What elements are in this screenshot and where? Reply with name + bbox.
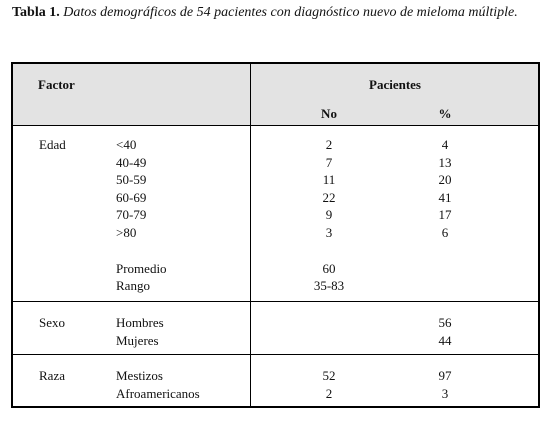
table-row [13, 172, 538, 190]
row-no: 52 [322, 368, 336, 383]
row-pct: 6 [441, 224, 449, 240]
section-raza [13, 368, 538, 403]
row-no: 35-83 [313, 278, 345, 294]
row-label: >80 [116, 224, 137, 240]
row-label: 60-69 [116, 189, 147, 205]
table-header [13, 64, 538, 126]
section-sexo [13, 315, 538, 350]
row-no: 22 [322, 189, 336, 205]
row-pct: 56 [438, 315, 452, 330]
row-no: 60 [322, 260, 336, 276]
row-label: Mujeres [116, 332, 159, 348]
section-divider [13, 354, 538, 355]
table-row [13, 386, 538, 404]
factor-sexo: Sexo [39, 315, 65, 330]
row-pct: 44 [438, 332, 452, 348]
table-caption [12, 3, 542, 22]
header-factor: Factor [38, 77, 75, 92]
row-label: Hombres [116, 315, 164, 330]
row-no: 2 [325, 137, 333, 152]
row-no: 9 [325, 207, 333, 223]
section-edad [13, 137, 538, 296]
edad-rows [13, 137, 538, 243]
table-row [13, 207, 538, 225]
column-divider [250, 64, 251, 406]
header-no: No [321, 106, 337, 121]
row-pct: 17 [438, 207, 452, 223]
row-label: Mestizos [116, 368, 163, 383]
section-divider [13, 301, 538, 302]
table-row [13, 155, 538, 173]
row-pct: 4 [441, 137, 449, 152]
row-label: 50-59 [116, 172, 147, 188]
table-row [13, 333, 538, 351]
factor-raza: Raza [39, 368, 65, 383]
table-row [13, 278, 538, 296]
row-pct: 41 [438, 189, 452, 205]
table-row [13, 368, 538, 386]
factor-edad: Edad [39, 137, 66, 152]
row-no: 3 [325, 224, 333, 240]
caption-label: Tabla 1. [12, 5, 60, 20]
table-row [13, 137, 538, 155]
row-label: Promedio [116, 260, 167, 276]
row-pct: 3 [441, 385, 449, 401]
table-row [13, 225, 538, 243]
header-pacientes: Pacientes [369, 77, 421, 92]
row-pct: 20 [438, 172, 452, 188]
row-label: <40 [116, 137, 137, 152]
row-no: 2 [325, 385, 333, 401]
edad-stats [13, 261, 538, 296]
table-row [13, 261, 538, 279]
row-label: Rango [116, 278, 150, 294]
row-label: Afroamericanos [116, 385, 200, 401]
row-label: 40-49 [116, 154, 147, 170]
row-label: 70-79 [116, 207, 147, 223]
row-no: 7 [325, 154, 333, 170]
demographics-table [11, 62, 540, 408]
row-no: 11 [322, 172, 336, 188]
table-row [13, 190, 538, 208]
caption-text: Datos demográficos de 54 pacientes con diagnóstico nuevo de mieloma múltiple. [63, 5, 518, 20]
row-pct: 97 [438, 368, 452, 383]
table-row [13, 315, 538, 333]
header-pct: % [438, 106, 452, 121]
row-pct: 13 [438, 154, 452, 170]
